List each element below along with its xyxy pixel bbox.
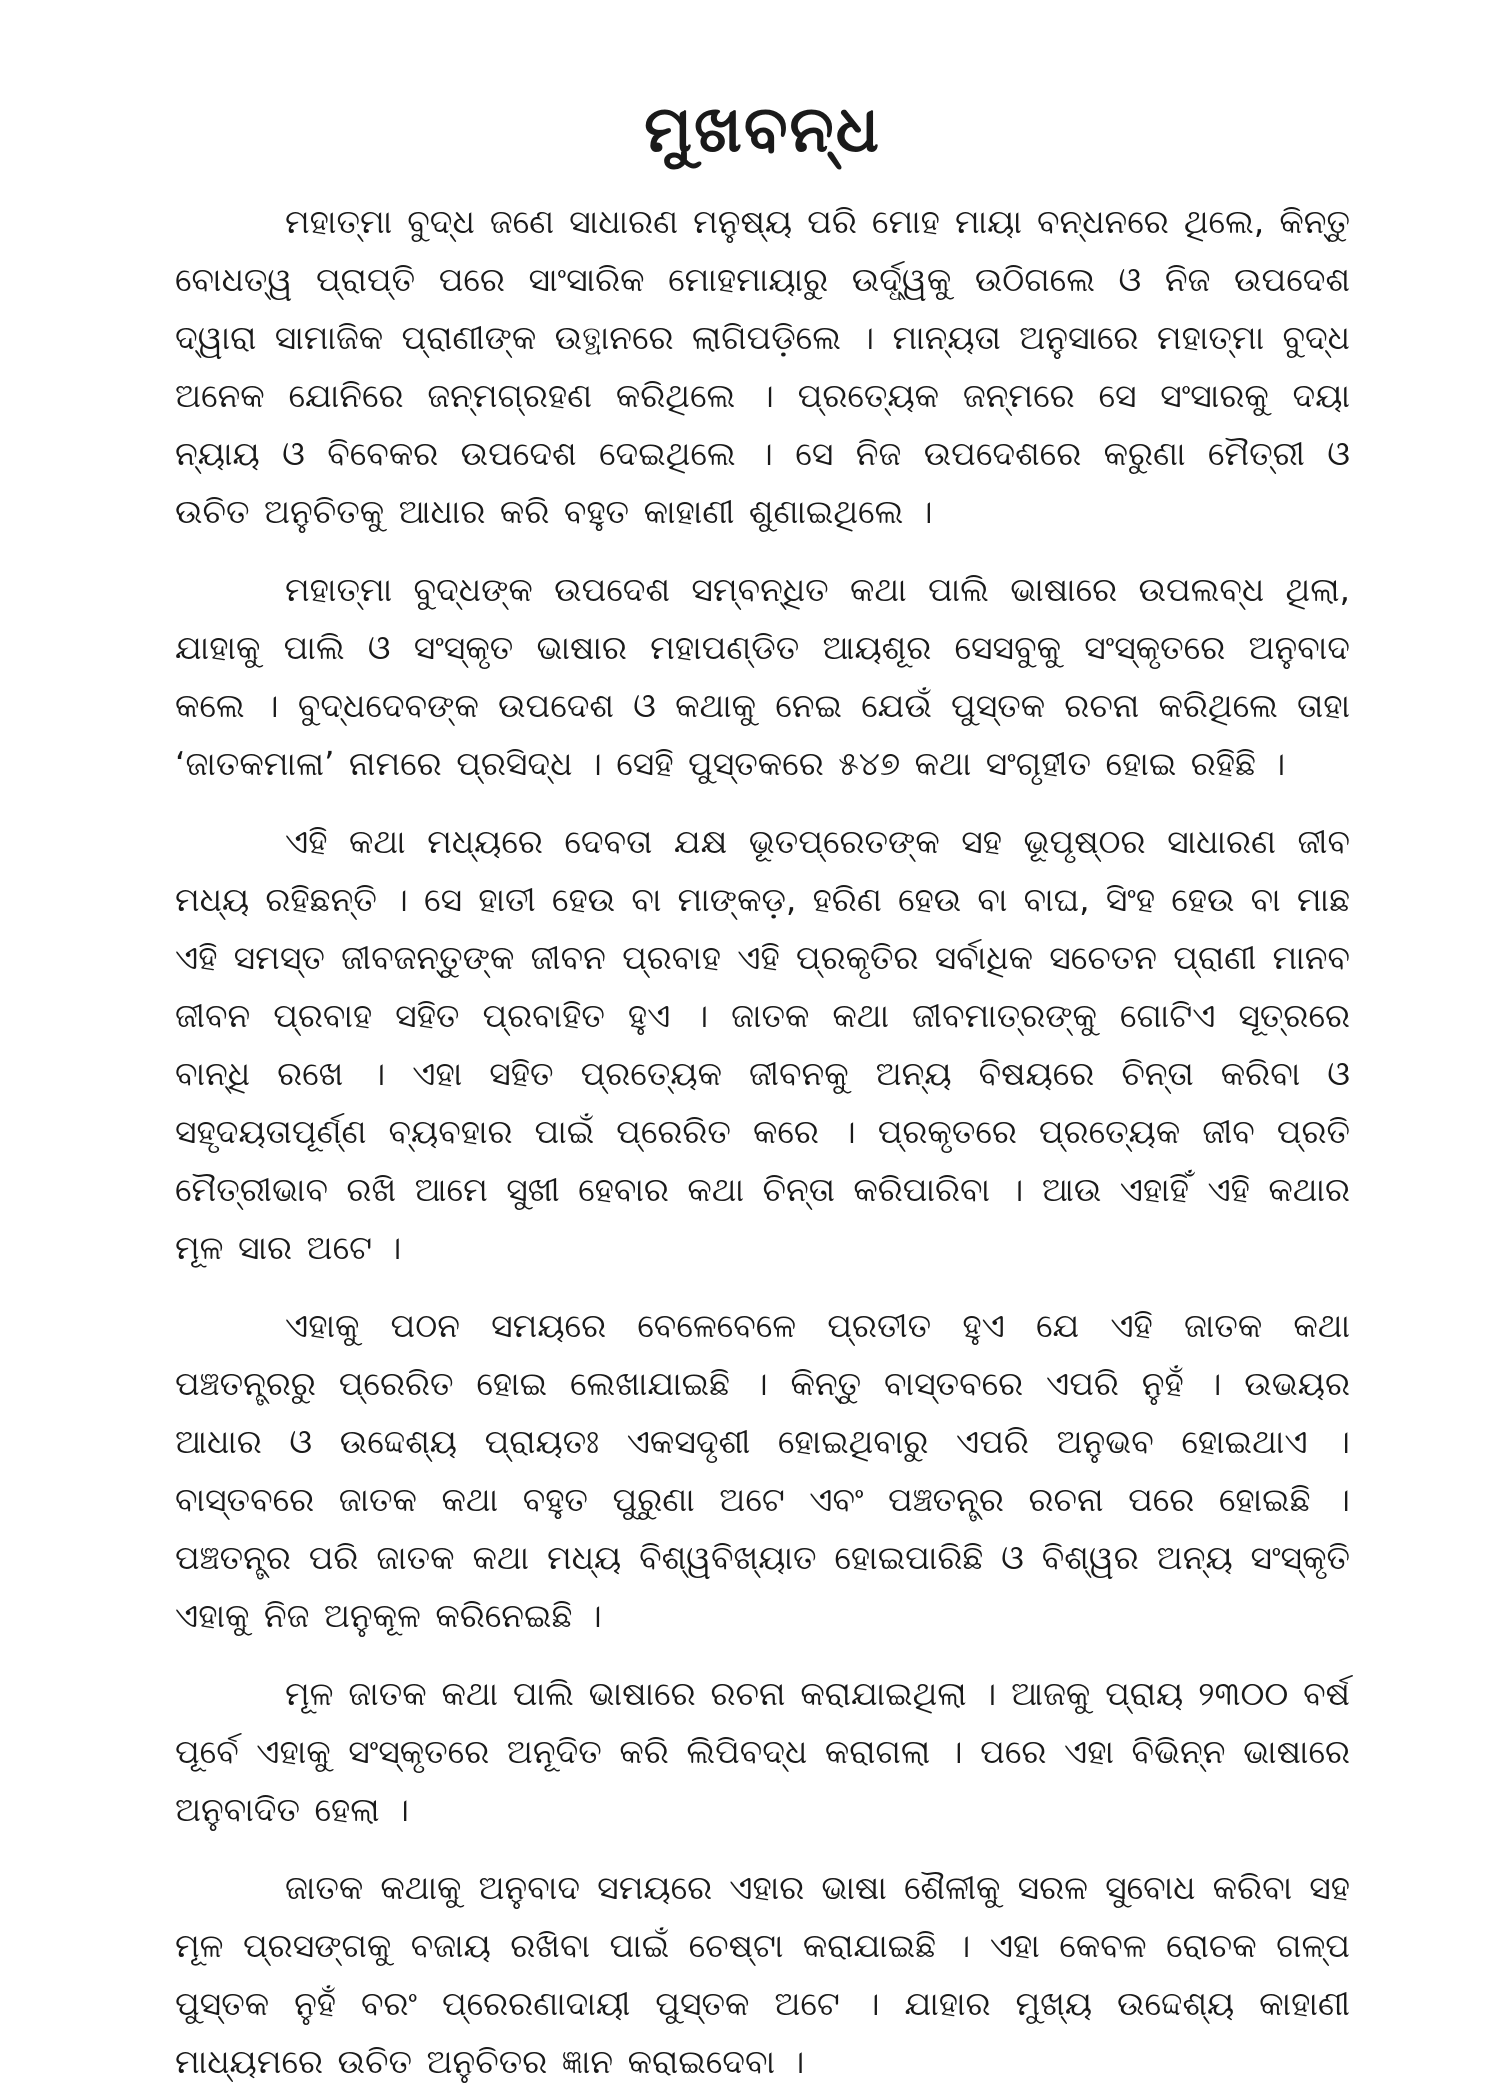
paragraph-3: ଏହି କଥା ମଧ୍ୟରେ ଦେବତା ଯକ୍ଷ ଭୂତପ୍ରେତଙ୍କ ସହ ଭୂପୃଷ୍ଠର ସାଧାରଣ ଜୀବ ମଧ୍ୟ ରହିଛନ୍ତି । ସେ ହାତୀ ହେଉ ବା ମାଙ୍କଡ଼, ହରିଣ ହେଉ ବା ବାଘ, ସିଂହ ହେଉ ବା ମାଛ ଏହି ସମସ୍ତ ଜୀବଜନ୍ତୁଙ୍କ ଜୀବନ ପ୍ରବାହ ଏହି ପ୍ରକୃତିର ସର୍ବାଧିକ ସଚେତନ ପ୍ରାଣୀ ମାନବ ଜୀବନ ପ୍ରବାହ ସହିତ ପ୍ରବାହିତ ହୁଏ । ଜାତକ କଥା ଜୀବମାତ୍ରଙ୍କୁ ଗୋଟିଏ ସୂତ୍ରରେ ବାନ୍ଧି ରଖେ । ଏହା ସହିତ ପ୍ରତ୍ୟେକ ଜୀବନକୁ ଅନ୍ୟ ବିଷୟରେ ଚିନ୍ତା କରିବା ଓ ସହୃଦୟତାପୂର୍ଣ୍ଣ ବ୍ୟବହାର ପାଇଁ ପ୍ରେରିତ କରେ । ପ୍ରକୃତରେ ପ୍ରତ୍ୟେକ ଜୀବ ପ୍ରତି ମୈତ୍ରୀଭାବ ରଖି ଆମେ ସୁଖୀ ହେବାର କଥା ଚିନ୍ତା କରିପାରିବା । ଆଉ ଏହାହିଁ ଏହି କଥାର ମୂଳ ସାର ଅଟେ । (175, 822, 1350, 1268)
paragraph-1: ମହାତ୍ମା ବୁଦ୍ଧ ଜଣେ ସାଧାରଣ ମନୁଷ୍ୟ ପରି ମୋହ ମାୟା ବନ୍ଧନରେ ଥିଲେ, କିନ୍ତୁ ବୋଧତ୍ୱ ପ୍ରାପ୍ତି ପରେ ସାଂସାରିକ ମୋହମାୟାରୁ ଉର୍ଦ୍ଧ୍ୱକୁ ଉଠିଗଲେ ଓ ନିଜ ଉପଦେଶ ଦ୍ୱାରା ସାମାଜିକ ପ୍ରାଣୀଙ୍କ ଉତ୍ଥାନରେ ଲାଗିପଡ଼ିଲେ । ମାନ୍ୟତା ଅନୁସାରେ ମହାତ୍ମା ବୁଦ୍ଧ ଅନେକ ଯୋନିରେ ଜନ୍ମଗ୍ରହଣ କରିଥିଲେ । ପ୍ରତ୍ୟେକ ଜନ୍ମରେ ସେ ସଂସାରକୁ ଦୟା ନ୍ୟାୟ ଓ ବିବେକର ଉପଦେଶ ଦେଇଥିଲେ । ସେ ନିଜ ଉପଦେଶରେ କରୁଣା ମୈତ୍ରୀ ଓ ଉଚିତ ଅନୁଚିତକୁ ଆଧାର କରି ବହୁତ କାହାଣୀ ଶୁଣାଇଥିଲେ । (175, 202, 1350, 532)
paragraph-4: ଏହାକୁ ପଠନ ସମୟରେ ବେଳେବେଳେ ପ୍ରତୀତ ହୁଏ ଯେ ଏହି ଜାତକ କଥା ପଞ୍ଚତନ୍ତ୍ରରୁ ପ୍ରେରିତ ହୋଇ ଲେଖାଯାଇଛି । କିନ୍ତୁ ବାସ୍ତବରେ ଏପରି ନୁହଁ । ଉଭୟର ଆଧାର ଓ ଉଦ୍ଦେଶ୍ୟ ପ୍ରାୟତଃ ଏକସଦୃଶୀ ହୋଇଥିବାରୁ ଏପରି ଅନୁଭବ ହୋଇଥାଏ । ବାସ୍ତବରେ ଜାତକ କଥା ବହୁତ ପୁରୁଣା ଅଟେ ଏବଂ ପଞ୍ଚତନ୍ତ୍ର ରଚନା ପରେ ହୋଇଛି । ପଞ୍ଚତନ୍ତ୍ର ପରି ଜାତକ କଥା ମଧ୍ୟ ବିଶ୍ୱବିଖ୍ୟାତ ହୋଇପାରିଛି ଓ ବିଶ୍ୱର ଅନ୍ୟ ସଂସ୍କୃତି ଏହାକୁ ନିଜ ଅନୁକୂଳ କରିନେଇଛି । (175, 1306, 1350, 1636)
page-title: ମୁଖବନ୍ଧ (644, 93, 881, 167)
paragraph-2: ମହାତ୍ମା ବୁଦ୍ଧଙ୍କ ଉପଦେଶ ସମ୍ବନ୍ଧିତ କଥା ପାଲି ଭାଷାରେ ଉପଲବ୍ଧ ଥିଲା, ଯାହାକୁ ପାଲି ଓ ସଂସ୍କୃତ ଭାଷାର ମହାପଣ୍ଡିତ ଆୟଶୂର ସେସବୁକୁ ସଂସ୍କୃତରେ ଅନୁବାଦ କଲେ । ବୁଦ୍ଧଦେବଙ୍କ ଉପଦେଶ ଓ କଥାକୁ ନେଇ ଯେଉଁ ପୁସ୍ତକ ରଚନା କରିଥିଲେ ତାହା ‘ଜାତକମାଳା’ ନାମରେ ପ୍ରସିଦ୍ଧ । ସେହି ପୁସ୍ତକରେ ୫୪୭ କଥା ସଂଗୃହୀତ ହୋଇ ରହିଛି । (175, 570, 1350, 784)
paragraph-5: ମୂଳ ଜାତକ କଥା ପାଲି ଭାଷାରେ ରଚନା କରାଯାଇଥିଲା । ଆଜକୁ ପ୍ରାୟ ୨୩୦୦ ବର୍ଷ ପୂର୍ବେ ଏହାକୁ ସଂସ୍କୃତରେ ଅନୂଦିତ କରି ଲିପିବଦ୍ଧ କରାଗଲା । ପରେ ଏହା ବିଭିନ୍ନ ଭାଷାରେ ଅନୁବାଦିତ ହେଲା । (175, 1674, 1350, 1830)
paragraph-6: ଜାତକ କଥାକୁ ଅନୁବାଦ ସମୟରେ ଏହାର ଭାଷା ଶୈଳୀକୁ ସରଳ ସୁବୋଧ କରିବା ସହ ମୂଳ ପ୍ରସଙ୍ଗକୁ ବଜାୟ ରଖିବା ପାଇଁ ଚେଷ୍ଟା କରାଯାଇଛି । ଏହା କେବଳ ରୋଚକ ଗଳ୍ପ ପୁସ୍ତକ ନୁହଁ ବରଂ ପ୍ରେରଣାଦାୟୀ ପୁସ୍ତକ ଅଟେ । ଯାହାର ମୁଖ୍ୟ ଉଦ୍ଦେଶ୍ୟ କାହାଣୀ ମାଧ୍ୟମରେ ଉଚିତ ଅନୁଚିତର ଜ୍ଞାନ କରାଇଦେବା । (175, 1868, 1350, 2082)
